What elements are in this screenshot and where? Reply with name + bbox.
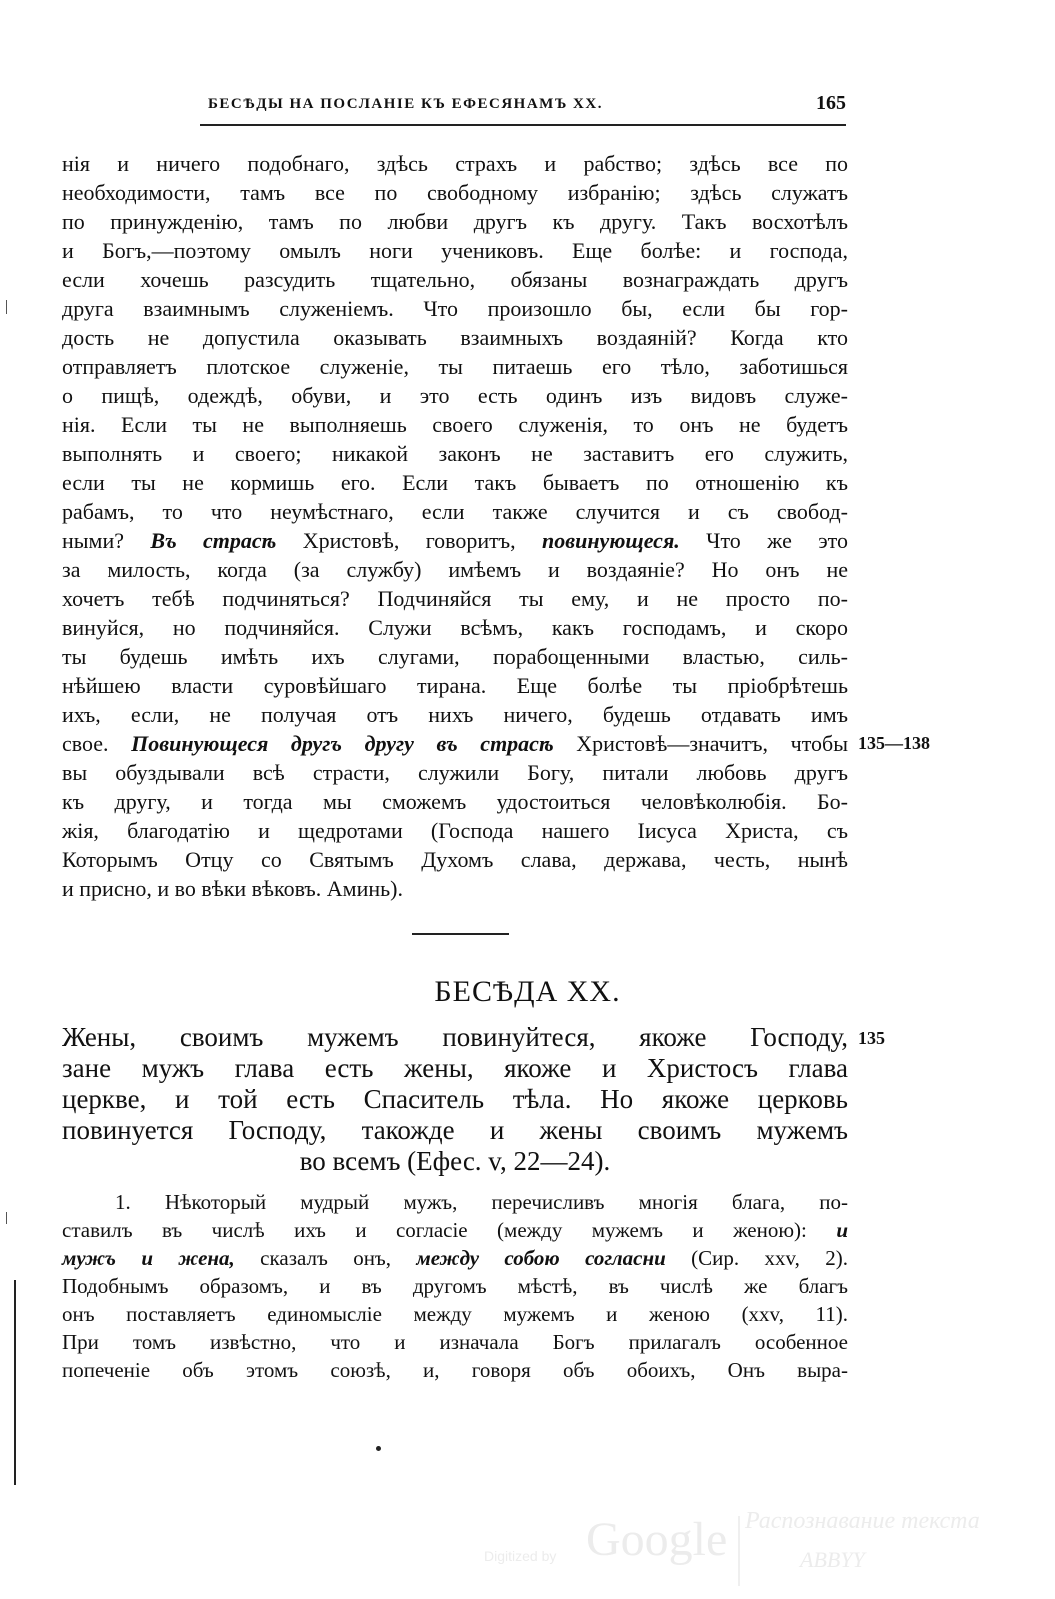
watermark-google-logo: Google — [586, 1513, 728, 1566]
body-line-with-quote: ставилъ въ числѣ ихъ и согласіе (между мужемъ и женою): и — [62, 1218, 848, 1242]
scan-margin-line — [14, 1280, 16, 1485]
page-number: 165 — [816, 92, 846, 114]
body-line: если хочешь разсудить тщательно, обязаны вознаграждать другъ — [62, 267, 848, 292]
quote-italic: между собою согласни — [416, 1246, 666, 1270]
body-line: и Богъ,—поэтому омылъ ноги учениковъ. Еще болѣе: и господа, — [62, 238, 848, 263]
body-line: рабамъ, то что неумѣстнаго, если также случится и съ свобод- — [62, 499, 848, 524]
body-line: хочетъ тебѣ подчиняться? Подчиняйся ты ему, и не просто по- — [62, 586, 848, 611]
body-line: ты будешь имѣть ихъ слугами, порабощенными властью, силь- — [62, 644, 848, 669]
watermark-ocr-text: Распознавание текста — [745, 1508, 980, 1534]
body-line: отправляетъ плотское служеніе, ты питаешь его тѣло, заботишься — [62, 354, 848, 379]
scan-mark — [6, 1212, 7, 1224]
body-line: дость не допустила оказывать взаимныхъ воздаяній? Когда кто — [62, 325, 848, 350]
body-line: если ты не кормишь его. Если такъ бываетъ по отношенію къ — [62, 470, 848, 495]
verse-line: зане мужъ глава есть жены, якоже и Христосъ глава — [62, 1053, 848, 1083]
quote-italic: Повинующеся другъ другу въ страсѣ — [131, 731, 554, 756]
body-line: вы обуздывали всѣ страсти, служили Богу, питали любовь другъ — [62, 760, 848, 785]
running-header — [200, 90, 846, 126]
quote-italic: и — [836, 1218, 848, 1242]
body-line: по принужденію, тамъ по любви другъ къ другу. Такъ восхотѣлъ — [62, 209, 848, 234]
quote-italic: повинующеся. — [542, 528, 680, 553]
quote-italic: Въ страсѣ — [150, 528, 277, 553]
body-line: друга взаимнымъ служеніемъ. Что произошло бы, если бы гор- — [62, 296, 848, 321]
body-line-with-quote: ными? Въ страсѣ Христовѣ, говоритъ, повинующеся. Что же это — [62, 528, 848, 553]
body-line-last: и присно, и во вѣки вѣковъ. Аминь). — [62, 876, 403, 901]
body-line: нія. Если ты не выполняешь своего служенія, то онъ не будетъ — [62, 412, 848, 437]
body-line: Которымъ Отцу со Святымъ Духомъ слава, держава, честь, нынѣ — [62, 847, 848, 872]
body-line: къ другу, и тогда мы сможемъ удостоиться человѣколюбія. Бо- — [62, 789, 848, 814]
body-line: о пищѣ, одеждѣ, обуви, и это есть одинъ изъ видовъ служе- — [62, 383, 848, 408]
scan-mark — [6, 300, 7, 314]
verse-line: церкве, и той есть Спаситель тѣла. Но якоже церковь — [62, 1084, 848, 1114]
running-title: БЕСѢДЫ НА ПОСЛАНІЕ КЪ ЕФЕСЯНАМЪ XX. — [208, 96, 603, 112]
body-line: выполнять и своего; никакой законъ не заставитъ его служить, — [62, 441, 848, 466]
body-line-with-quote: свое. Повинующеся другъ другу въ страсѣ Христовѣ—значитъ, чтобы — [62, 731, 849, 756]
body-line-with-quote: мужъ и жена, сказалъ онъ, между собою согласни (Сир. xxv, 2). — [62, 1246, 849, 1270]
body-line: за милость, когда (за службу) имѣемъ и воздаяніе? Но онъ не — [62, 557, 848, 582]
body-line: нѣйшею власти суровѣйшаго тирана. Еще болѣе ты пріобрѣтешь — [62, 673, 848, 698]
margin-reference: 135—138 — [858, 733, 930, 753]
body-line: ихъ, если, не получая отъ нихъ ничего, будешь отдавать имъ — [62, 702, 848, 727]
body-line: попеченіе объ этомъ союзѣ, и, говоря объ обоихъ, Онъ выра- — [62, 1358, 848, 1382]
section-divider — [412, 933, 509, 935]
watermark-ocr-brand: ABBYY — [800, 1547, 865, 1572]
scan-dot — [376, 1446, 381, 1451]
section-title: БЕСѢДА XX. — [434, 975, 621, 1008]
watermark-separator — [738, 1516, 740, 1586]
verse-line-last: во всемъ (Ефес. v, 22—24). — [299, 1146, 611, 1176]
margin-reference: 135 — [858, 1028, 885, 1048]
body-line: Подобнымъ образомъ, и въ другомъ мѣстѣ, въ числѣ же благъ — [62, 1274, 848, 1298]
body-line: необходимости, тамъ все по свободному избранію; здѣсь служатъ — [62, 180, 848, 205]
verse-line: повинуется Господу, такожде и жены своимъ мужемъ — [62, 1115, 848, 1145]
body-line: При томъ извѣстно, что и изначала Богъ прилагалъ особенное — [62, 1330, 848, 1354]
body-line: жія, благодатію и щедротами (Господа нашего Іисуса Христа, съ — [62, 818, 848, 843]
body-line: винуйся, но подчиняйся. Служи всѣмъ, какъ господамъ, и скоро — [62, 615, 848, 640]
quote-italic: мужъ и жена, — [62, 1246, 235, 1270]
watermark-digitized: Digitized by — [484, 1548, 557, 1564]
body-line-first: 1. Нѣкоторый мудрый мужъ, перечисливъ многія блага, по- — [115, 1190, 848, 1214]
body-line: онъ поставляетъ единомысліе между мужемъ и женою (xxv, 11). — [62, 1302, 848, 1326]
body-line: нія и ничего подобнаго, здѣсь страхъ и рабство; здѣсь все по — [62, 151, 848, 176]
verse-line: Жены, своимъ мужемъ повинуйтеся, якоже Господу, — [62, 1022, 848, 1052]
